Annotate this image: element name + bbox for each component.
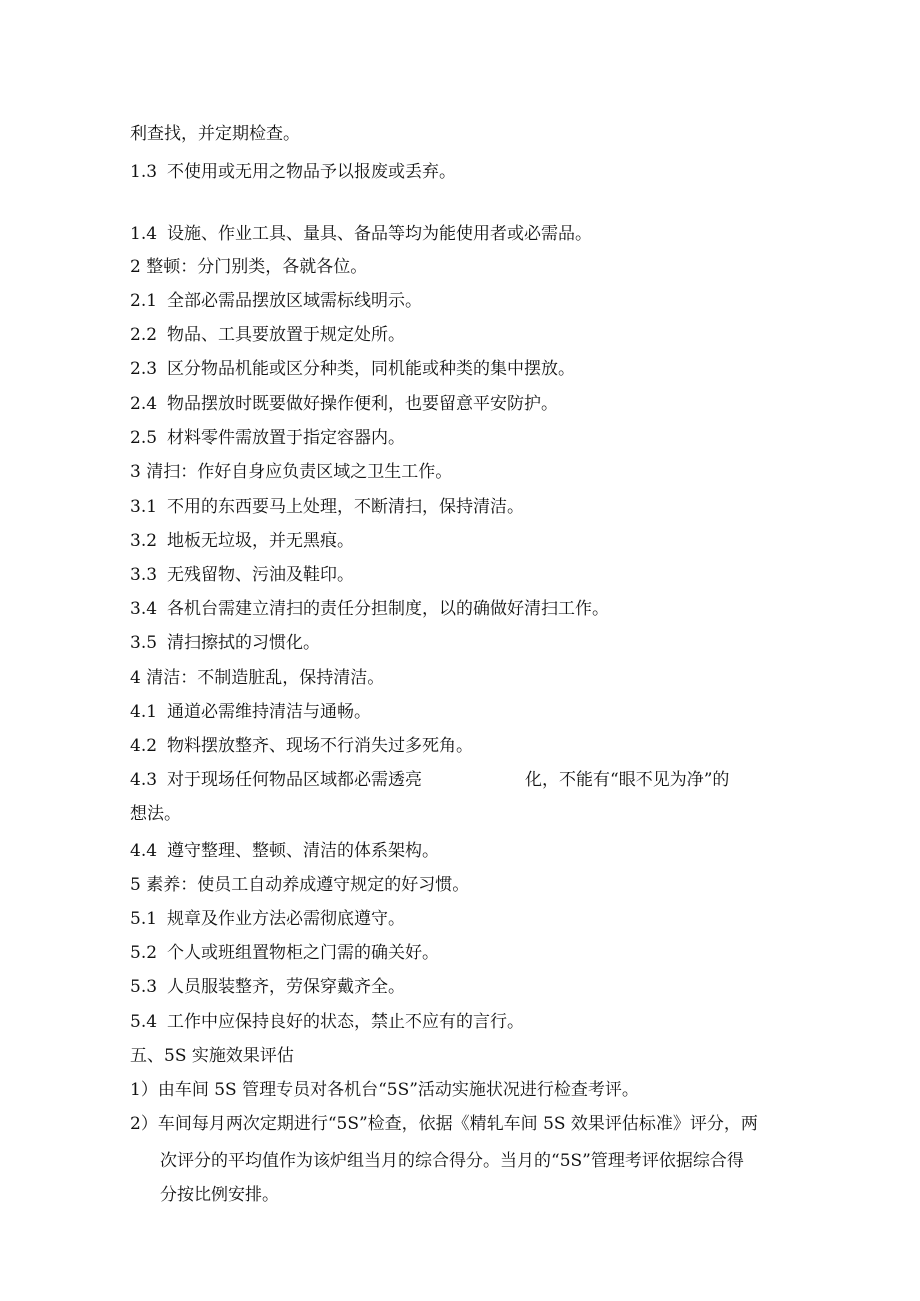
list-item (130, 427, 405, 449)
item-number: 2.3 (130, 359, 158, 379)
list-item (130, 632, 320, 654)
item-number: 3.5 (130, 633, 158, 653)
list-item-continuation: 次评分的平均值作为该炉组当月的综合得分。当月的“5S”管理考评依据综合得 (160, 1151, 744, 1171)
item-text: 遵守整理、整顿、清洁的体系架构。 (167, 841, 439, 861)
item-number: 3.3 (130, 565, 158, 585)
text-line: 想法。 (130, 804, 181, 824)
item-number: 4.3 (130, 770, 158, 790)
list-item (130, 530, 354, 552)
item-number: 4.4 (130, 841, 158, 861)
list-item (130, 161, 456, 183)
item-number: 5.2 (130, 943, 158, 963)
list-item (130, 496, 524, 518)
list-item (130, 942, 439, 964)
list-item (130, 701, 371, 723)
item-text-continuation: 化，不能有“眼不见为净”的 (525, 770, 730, 790)
list-item (130, 1011, 524, 1033)
item-number: 1.4 (130, 224, 158, 244)
list-item (130, 564, 354, 586)
list-item-continuation: 分按比例安排。 (160, 1185, 279, 1205)
item-number: 2.5 (130, 428, 158, 448)
item-text: 材料零件需放置于指定容器内。 (167, 428, 405, 448)
item-text: 不使用或无用之物品予以报废或丢弃。 (167, 162, 456, 182)
item-number: 2.4 (130, 394, 158, 414)
list-item: 2）车间每月两次定期进行“5S”检查，依据《精轧车间 5S 效果评估标准》评分，两 (130, 1114, 758, 1134)
item-number: 4.2 (130, 736, 158, 756)
item-text: 物料摆放整齐、现场不行消失过多死角。 (167, 736, 473, 756)
list-item (130, 598, 609, 620)
item-text: 规章及作业方法必需彻底遵守。 (167, 909, 405, 929)
list-item (130, 735, 473, 757)
item-number: 3.1 (130, 497, 158, 517)
section-heading: 2 整顿：分门别类，各就各位。 (130, 257, 368, 277)
list-item (130, 223, 592, 245)
list-item (130, 324, 405, 346)
item-text: 无残留物、污油及鞋印。 (167, 565, 354, 585)
item-text: 通道必需维持清洁与通畅。 (167, 702, 371, 722)
item-number: 4.1 (130, 702, 158, 722)
item-text: 物品、工具要放置于规定处所。 (167, 325, 405, 345)
list-item (130, 290, 422, 312)
item-text: 清扫擦拭的习惯化。 (167, 633, 320, 653)
section-heading: 3 清扫：作好自身应负责区域之卫生工作。 (130, 462, 453, 482)
list-item (130, 769, 422, 791)
item-text: 设施、作业工具、量具、备品等均为能使用者或必需品。 (167, 224, 592, 244)
list-item (130, 358, 575, 380)
section-heading: 5 素养：使员工自动养成遵守规定的好习惯。 (130, 875, 470, 895)
text-line: 利查找，并定期检查。 (130, 124, 300, 144)
item-number: 5.1 (130, 909, 158, 929)
item-number: 5.3 (130, 977, 158, 997)
list-item (130, 976, 405, 998)
item-number: 5.4 (130, 1012, 158, 1032)
item-number: 2.2 (130, 325, 158, 345)
item-number: 3.4 (130, 599, 158, 619)
list-item (130, 908, 405, 930)
list-item (130, 840, 439, 862)
item-text: 不用的东西要马上处理，不断清扫，保持清洁。 (167, 497, 524, 517)
item-number: 2.1 (130, 291, 158, 311)
item-text: 工作中应保持良好的状态，禁止不应有的言行。 (167, 1012, 524, 1032)
chapter-heading: 五、5S 实施效果评估 (130, 1046, 294, 1066)
item-text: 地板无垃圾，并无黑痕。 (167, 531, 354, 551)
item-text: 个人或班组置物柜之门需的确关好。 (167, 943, 439, 963)
item-text: 区分物品机能或区分种类，同机能或种类的集中摆放。 (167, 359, 575, 379)
list-item: 1）由车间 5S 管理专员对各机台“5S”活动实施状况进行检查考评。 (130, 1080, 639, 1100)
item-number: 3.2 (130, 531, 158, 551)
item-number: 1.3 (130, 162, 158, 182)
item-text: 物品摆放时既要做好操作便利，也要留意平安防护。 (167, 394, 558, 414)
item-text: 人员服装整齐，劳保穿戴齐全。 (167, 977, 405, 997)
item-text: 对于现场任何物品区域都必需透亮 (167, 770, 422, 790)
item-text: 各机台需建立清扫的责任分担制度，以的确做好清扫工作。 (167, 599, 609, 619)
section-heading: 4 清洁：不制造脏乱，保持清洁。 (130, 668, 385, 688)
list-item (130, 393, 558, 415)
item-text: 全部必需品摆放区域需标线明示。 (167, 291, 422, 311)
